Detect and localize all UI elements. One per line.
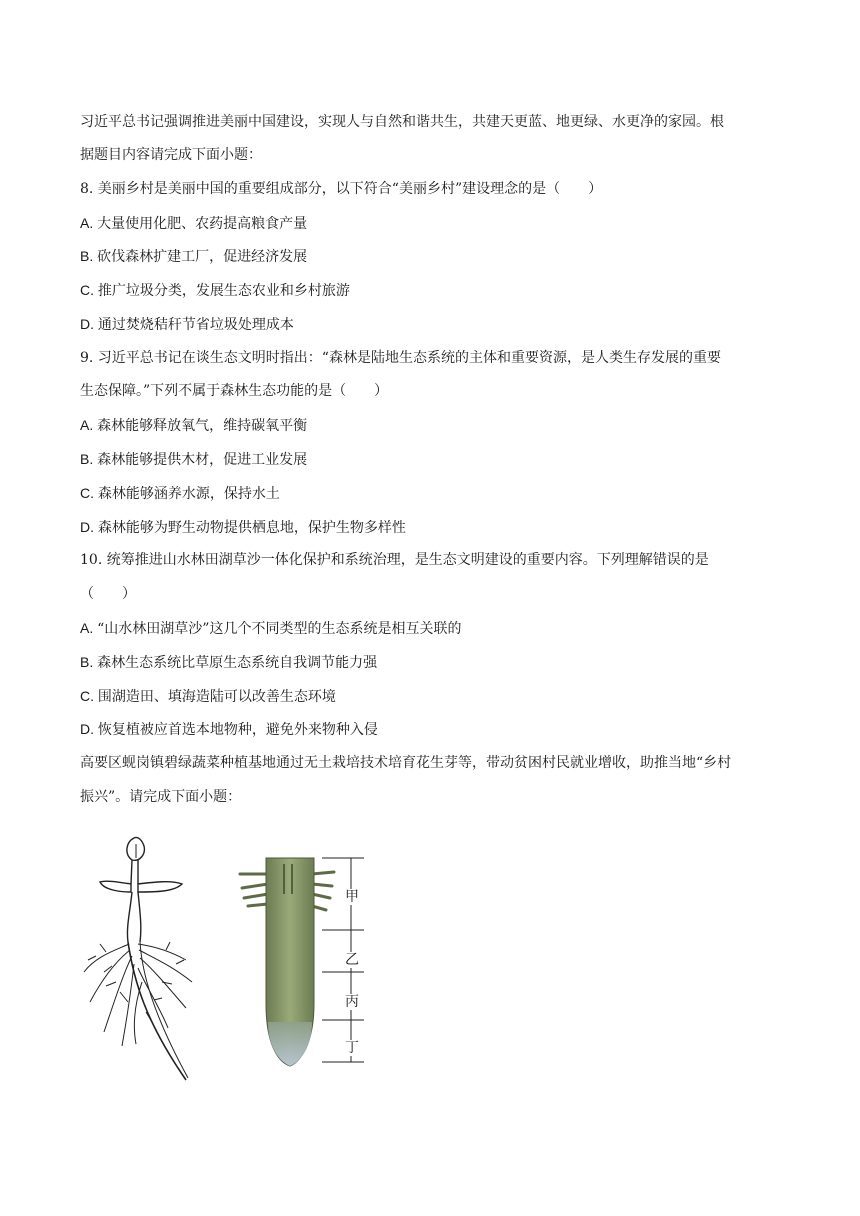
option-text: 森林生态系统比草原生态系统自我调节能力强 [97, 655, 378, 671]
option-letter: C. [80, 688, 94, 704]
option-text: 大量使用化肥、农药提高粮食产量 [97, 216, 308, 232]
option-letter: D. [80, 316, 94, 332]
zone-label-ding: 丁 [345, 1040, 359, 1056]
option-text: 森林能够为野生动物提供栖息地，保护生物多样性 [97, 520, 406, 536]
option-text: 恢复植被应首选本地物种，避免外来物种入侵 [97, 722, 378, 738]
q8-option-b [80, 246, 307, 267]
question-10-stem-line-1: 10. 统筹推进山水林田湖草沙一体化保护和系统治理，是生态文明建设的重要内容。下列理解错误的是 [80, 552, 709, 568]
option-letter: D. [80, 519, 94, 535]
q9-option-c [80, 483, 280, 504]
option-text: 砍伐森林扩建工厂，促进经济发展 [97, 249, 308, 265]
zone-label-yi: 乙 [345, 952, 359, 968]
intro-1-line-1: 习近平总书记强调推进美丽中国建设，实现人与自然和谐共生，共建天更蓝、地更绿、水更净的家园。根 [80, 114, 724, 130]
root-figure [76, 832, 376, 1092]
option-letter: D. [80, 721, 94, 737]
q8-option-d [80, 314, 294, 335]
question-8-stem: 8. 美丽乡村是美丽中国的重要组成部分，以下符合“美丽乡村”建设理念的是（ ） [80, 181, 603, 197]
q9-option-a [80, 415, 307, 436]
question-9-stem-line-2: 生态保障。”下列不属于森林生态功能的是（ ） [80, 383, 389, 399]
option-letter: B. [80, 451, 94, 467]
q10-option-c [80, 686, 336, 707]
option-text: 推广垃圾分类，发展生态农业和乡村旅游 [97, 283, 350, 299]
q8-option-a [80, 213, 307, 234]
question-10-stem-line-2: （ ） [80, 586, 136, 602]
option-text: 森林能够释放氧气，维持碳氧平衡 [97, 418, 308, 434]
zone-label-bing: 丙 [345, 994, 359, 1010]
option-letter: A. [80, 620, 94, 636]
q10-option-d [80, 719, 378, 740]
option-letter: A. [80, 417, 94, 433]
intro-1-line-2: 据题目内容请完成下面小题： [80, 147, 262, 163]
option-text: 通过焚烧秸秆节省垃圾处理成本 [97, 317, 294, 333]
option-letter: C. [80, 485, 94, 501]
option-letter: B. [80, 248, 94, 264]
option-letter: C. [80, 282, 94, 298]
zone-label-jia: 甲 [345, 889, 359, 905]
q9-option-d [80, 517, 406, 538]
q10-option-b [80, 652, 377, 673]
q9-option-b [80, 449, 307, 470]
option-text: 森林能够提供木材，促进工业发展 [97, 452, 308, 468]
intro-2-line-1: 高要区蚬岗镇碧绿蔬菜种植基地通过无土栽培技术培育花生芽等，带动贫困村民就业增收，助推当地“乡村 [80, 755, 732, 771]
q8-option-c [80, 280, 350, 301]
question-9-stem-line-1: 9. 习近平总书记在谈生态文明时指出：“森林是陆地生态系统的主体和重要资源，是人类生存发展的重要 [80, 350, 721, 366]
option-letter: A. [80, 215, 94, 231]
option-letter: B. [80, 654, 94, 670]
q10-option-a [80, 618, 461, 639]
option-text: “山水林田湖草沙”这几个不同类型的生态系统是相互关联的 [97, 621, 462, 637]
option-text: 森林能够涵养水源，保持水土 [97, 486, 280, 502]
option-text: 围湖造田、填海造陆可以改善生态环境 [97, 689, 336, 705]
intro-2-line-2: 振兴”。请完成下面小题： [80, 789, 242, 805]
